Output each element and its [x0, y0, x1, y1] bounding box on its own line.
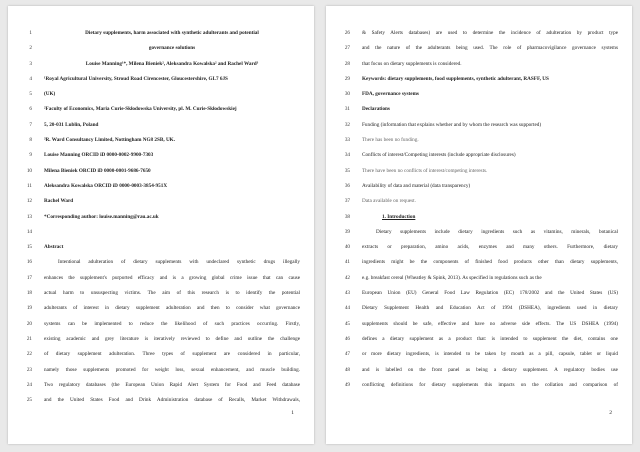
line-text: 5, 20-031 Lublin, Poland — [44, 121, 99, 128]
document-line — [8, 286, 314, 301]
document-line — [326, 72, 632, 87]
document-line — [8, 148, 314, 163]
line-number: 44 — [344, 305, 350, 312]
document-line — [8, 194, 314, 209]
line-text: e.g. breakfast cereal (Wheatley & Spink, 2013). As specified in regulations such as the — [362, 274, 542, 281]
document-line — [326, 378, 632, 393]
document-line — [326, 164, 632, 179]
document-line — [8, 317, 314, 332]
document-line — [326, 41, 632, 56]
line-text: Aleksandra Kowalska ORCID iD 0000-0003-3854-951X — [44, 182, 168, 189]
line-text: and the nature of the adulterants being used. The role of pharmacovigilance governance systems — [362, 45, 618, 52]
line-text: Abstract — [44, 244, 64, 251]
document-page-1 — [8, 6, 314, 444]
line-text: Dietary supplements include dietary ingredients such as vitamins, minerals, botanical — [376, 228, 618, 235]
document-line — [8, 57, 314, 72]
page-2-lines — [326, 26, 632, 393]
line-text: existing academic and grey literature is iteratively reviewed to define and outline the challenge — [44, 335, 300, 342]
line-text: European Union (EU) General Food Law Regulation (EC) 178/2002 and the United States (US) — [362, 290, 618, 297]
line-number: 6 — [29, 106, 32, 113]
document-line — [326, 148, 632, 163]
document-line — [8, 347, 314, 362]
document-line — [326, 102, 632, 117]
line-number: 32 — [344, 121, 350, 128]
line-text: Dietary Supplement Health and Education Act of 1994 (DSHEA), ingredients used in dietary — [362, 305, 618, 312]
line-number: 7 — [29, 121, 32, 128]
document-line — [326, 240, 632, 255]
line-text: Milena Bieniek ORCID iD 0000-0001-9686-7650 — [44, 167, 151, 174]
document-line — [326, 87, 632, 102]
line-number: 24 — [26, 381, 32, 388]
document-line — [326, 57, 632, 72]
line-text: Rachel Ward — [44, 198, 74, 205]
document-line — [8, 301, 314, 316]
line-number: 13 — [26, 213, 32, 220]
line-number: 9 — [29, 152, 32, 159]
line-text: Intentional adulteration of dietary supplements with undeclared synthetic drugs illegally — [58, 259, 300, 266]
line-number: 26 — [344, 30, 350, 36]
line-text: Louise Manning¹*, Milena Bieniek², Aleksandra Kowalska² and Rachel Ward³ — [85, 60, 259, 67]
line-text: Dietary supplements, harm associated with synthetic adulterants and potential — [85, 30, 259, 36]
line-number: 33 — [344, 137, 350, 144]
document-line — [326, 363, 632, 378]
line-text: Two regulatory databases (the European Union Rapid Alert System for Food and Feed database — [44, 381, 300, 388]
line-text: Funding (information that explains whether and by whom the research was supported) — [362, 121, 542, 128]
line-text: of dietary supplement adulteration. Three types of supplement are considered in particular, — [44, 351, 300, 358]
line-text: Keywords: dietary supplements, food supplements, synthetic adulterant, RASFF, US — [362, 75, 549, 82]
line-number: 23 — [26, 366, 32, 373]
line-text: *Corresponding author: louise.manning@rau.ac.uk — [44, 213, 159, 220]
line-text: supplements should be safe, effective and have no adverse side effects. The US DSHEA (1994) — [362, 320, 618, 327]
line-text: 1. Introduction — [382, 213, 416, 220]
line-number: 14 — [26, 228, 32, 235]
line-text: Declarations — [362, 106, 390, 113]
document-line — [326, 179, 632, 194]
line-text: or more dietary ingredients, is intended to be taken by mouth as a pill, capsule, tablet or liquid — [362, 351, 618, 358]
line-text: adulterants of interest in dietary supplement adulteration and then to consider what governance — [44, 305, 300, 312]
line-number: 35 — [344, 167, 350, 174]
document-line — [8, 41, 314, 56]
document-line — [8, 363, 314, 378]
document-line — [326, 194, 632, 209]
line-text: extracts or preparation, amino acids, enzymes and many others. Furthermore, dietary — [362, 244, 618, 251]
line-text: Availability of data and material (data transparency) — [362, 182, 471, 189]
line-number: 8 — [29, 137, 32, 144]
line-text: FDA, governance systems — [362, 91, 419, 98]
line-text: and the United States Food and Drink Administration database of Recalls, Market Withdrawals, — [44, 397, 300, 404]
line-text: ³R. Ward Consultancy Limited, Nottingham NG8 2SB, UK. — [44, 137, 176, 144]
line-text: actual harm to unsuspecting victims. The aim of this research is to identify the potential — [44, 290, 300, 297]
line-text: systems can be implemented to reduce the likelihood of such practices occurring. Firstly, — [44, 320, 300, 327]
line-number: 22 — [26, 351, 32, 358]
line-number: 16 — [26, 259, 32, 266]
line-text: that focus on dietary supplements is considered. — [362, 60, 462, 67]
line-number: 34 — [344, 152, 350, 159]
document-line — [326, 347, 632, 362]
line-number: 17 — [26, 274, 32, 281]
line-text: ingredients might be the components of finished food products other than dietary supplements, — [362, 259, 618, 266]
line-number: 38 — [344, 213, 350, 220]
document-line — [8, 102, 314, 117]
document-line — [326, 225, 632, 240]
line-number: 29 — [344, 75, 350, 82]
line-number: 28 — [344, 60, 350, 67]
document-line — [326, 26, 632, 41]
document-line — [8, 26, 314, 41]
document-page-2 — [326, 6, 632, 444]
line-text: enhances the supplement's purported efficacy and is a growing global crime issue that can cause — [44, 274, 300, 281]
line-text: ¹Royal Agricultural University, Stroud Road Cirencester, Gloucestershire, GL7 6JS — [44, 75, 228, 82]
document-line — [8, 378, 314, 393]
page-1-lines — [8, 26, 314, 408]
line-text: Conflicts of interest/Competing interests (include appropriate disclosures) — [362, 152, 516, 159]
document-line — [326, 271, 632, 286]
document-line — [8, 255, 314, 270]
document-line — [8, 164, 314, 179]
line-number: 19 — [26, 305, 32, 312]
document-line — [8, 210, 314, 225]
line-text: and is labelled on the front panel as being a dietary supplement. A regulatory bodies use — [362, 366, 618, 373]
line-number: 46 — [344, 335, 350, 342]
line-number: 11 — [27, 182, 32, 189]
page-number: 1 — [291, 410, 294, 416]
line-number: 37 — [344, 198, 350, 205]
line-number: 2 — [29, 45, 32, 52]
document-line — [8, 271, 314, 286]
document-line — [8, 393, 314, 408]
line-text: (UK) — [44, 91, 56, 98]
document-line — [8, 118, 314, 133]
line-number: 18 — [26, 290, 32, 297]
line-text: Data available on request. — [362, 198, 416, 205]
line-number: 15 — [26, 244, 32, 251]
line-number: 36 — [344, 182, 350, 189]
line-number: 40 — [344, 244, 350, 251]
line-number: 30 — [344, 91, 350, 98]
document-line — [8, 133, 314, 148]
line-number: 20 — [26, 320, 32, 327]
document-line — [8, 179, 314, 194]
line-number: 27 — [344, 45, 350, 52]
line-text: Louise Manning ORCID iD 0000-0002-9900-7303 — [44, 152, 154, 159]
line-number: 49 — [344, 381, 350, 388]
line-number: 25 — [26, 397, 32, 404]
line-number: 12 — [26, 198, 32, 205]
line-number: 43 — [344, 290, 350, 297]
line-text: & Safety Alerts databases) are used to determine the incidence of adulteration by product type — [362, 30, 618, 36]
document-line — [326, 255, 632, 270]
line-number: 3 — [29, 60, 32, 67]
line-number: 5 — [29, 91, 32, 98]
document-line — [326, 286, 632, 301]
document-line — [8, 225, 314, 240]
line-number: 10 — [26, 167, 32, 174]
document-line — [326, 301, 632, 316]
page-number: 2 — [609, 410, 612, 416]
line-text: governance solutions — [148, 45, 196, 52]
line-text: ²Faculty of Economics, Maria Curie-Skłodowska University, pl. M. Curie-Skłodowskiej — [44, 106, 237, 113]
line-number: 31 — [344, 106, 350, 113]
line-number: 1 — [29, 30, 32, 36]
document-line — [326, 210, 632, 225]
document-line — [326, 332, 632, 347]
line-number: 48 — [344, 366, 350, 373]
document-line — [8, 87, 314, 102]
document-line — [326, 118, 632, 133]
line-text: defines a dietary supplement as a product that: is intended to supplement the diet, contains one — [362, 335, 618, 342]
line-number: 45 — [344, 320, 350, 327]
line-text: There have been no conflicts of interest/competing interests. — [362, 167, 488, 174]
line-number: 21 — [26, 335, 32, 342]
line-number: 39 — [344, 228, 350, 235]
line-number: 41 — [344, 259, 350, 266]
line-number: 4 — [29, 75, 32, 82]
document-line — [326, 317, 632, 332]
document-line — [8, 72, 314, 87]
line-text: conflicting definitions for dietary supplements this impacts on the collation and comparison of — [362, 381, 618, 388]
document-line — [326, 133, 632, 148]
line-text: There has been no funding. — [362, 137, 419, 144]
line-text: namely those supplements promoted for weight loss, sexual enhancement, and muscle building. — [44, 366, 300, 373]
line-number: 42 — [344, 274, 350, 281]
line-number: 47 — [344, 351, 350, 358]
document-line — [8, 240, 314, 255]
document-line — [8, 332, 314, 347]
